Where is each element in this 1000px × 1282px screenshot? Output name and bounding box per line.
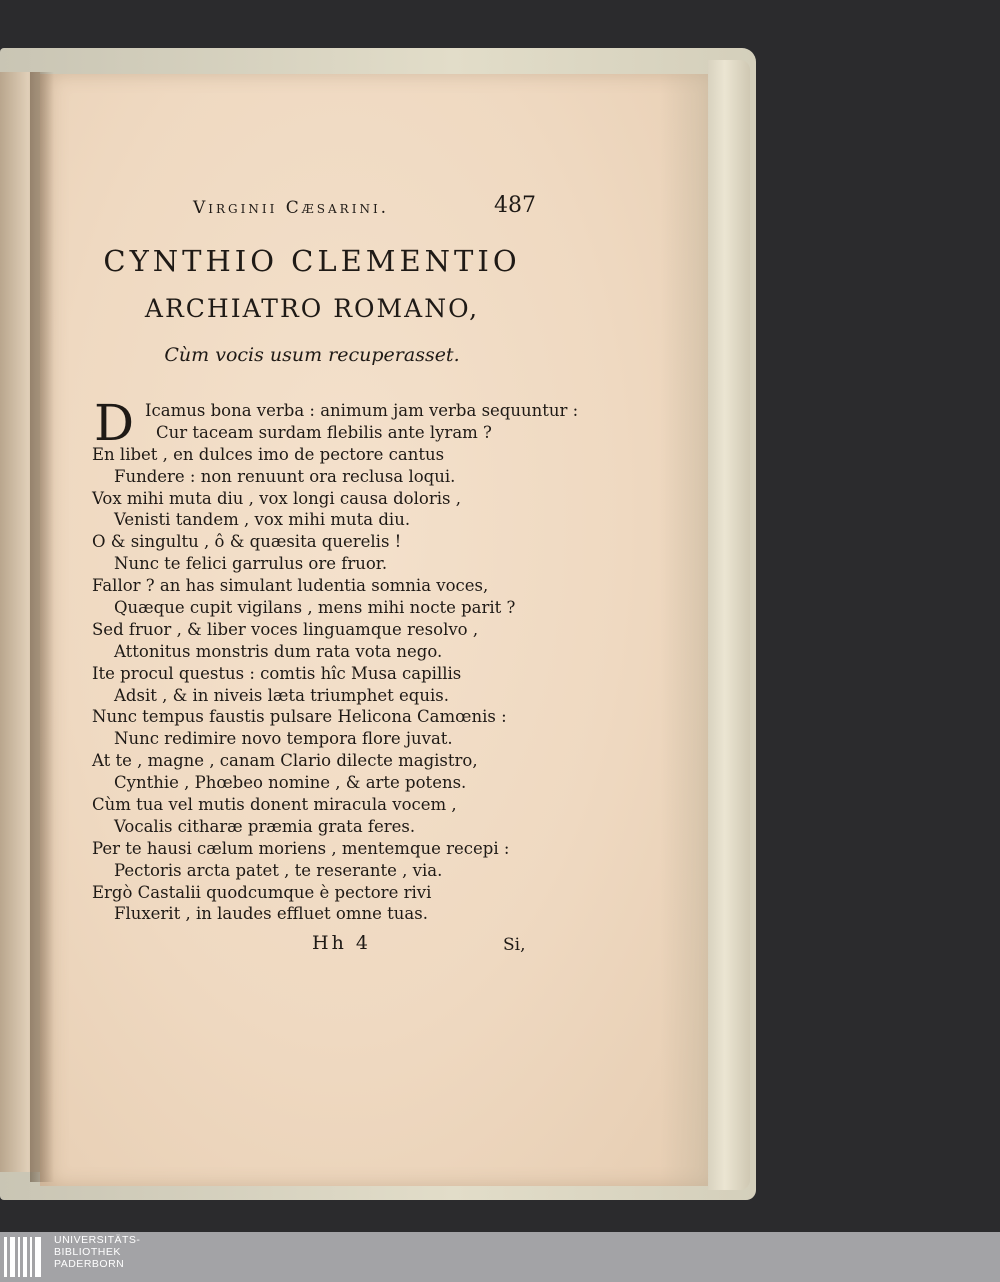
poem-line: Cùm tua vel mutis donent miracula vocem , (92, 795, 457, 815)
poem-line: Adsit , & in niveis læta triumphet equis. (114, 685, 449, 705)
drop-cap: D (94, 394, 135, 452)
poem-line: Nunc redimire novo tempora flore juvat. (114, 729, 453, 749)
university-library-barcode-logo-icon (2, 1235, 46, 1279)
poem-line: Fluxerit , in laudes effluet omne tuas. (114, 904, 428, 924)
poem-title-line1: CYNTHIO CLEMENTIO (103, 244, 521, 278)
poem-line: O & singultu , ô & quæsita querelis ! (92, 532, 402, 552)
poem-body (92, 394, 579, 925)
poem-line: Vox mihi muta diu , vox longi causa doloris , (92, 488, 461, 508)
logo-line: UNIVERSITÄTS- (54, 1234, 141, 1246)
poem-line: At te , magne , canam Clario dilecte magistro, (92, 751, 478, 771)
poem-line: Ite procul questus : comtis hîc Musa capillis (92, 663, 462, 683)
poem-subtitle: Cùm vocis usum recuperasset. (164, 344, 460, 366)
poem-title-line2: ARCHIATRO ROMANO, (144, 294, 480, 323)
poem-line: Per te hausi cælum moriens , mentemque recepi : (92, 838, 510, 858)
logo-line: BIBLIOTHEK (54, 1246, 121, 1258)
poem-line: Quæque cupit vigilans , mens mihi nocte parit ? (114, 598, 516, 618)
poem-line: Venisti tandem , vox mihi muta diu. (114, 510, 411, 530)
book-cover-edge (708, 60, 750, 1190)
poem-line: Vocalis citharæ præmia grata feres. (114, 816, 416, 836)
poem-line: Cynthie , Phœbeo nomine , & arte potens. (114, 773, 467, 793)
page-number: 487 (494, 193, 536, 218)
poem-line: Sed fruor , & liber voces linguamque resolvo , (92, 619, 479, 639)
page-edge-shadow (660, 74, 708, 1186)
poem-line: Nunc tempus faustis pulsare Helicona Camœnis : (92, 707, 507, 727)
running-head: Virginii Cæsarini. (193, 198, 390, 218)
poem-line: Fundere : non renuunt ora reclusa loqui. (114, 466, 456, 486)
poem-line: En libet , en dulces imo de pectore cantus (92, 444, 445, 464)
poem-line: Cur taceam surdam flebilis ante lyram ? (156, 422, 492, 442)
poem-line: Nunc te felici garrulus ore fruor. (114, 554, 388, 574)
poem-line: Icamus bona verba : animum jam verba sequuntur : (145, 401, 579, 420)
page-gutter-shadow (30, 72, 54, 1182)
poem-line: Attonitus monstris dum rata vota nego. (114, 641, 443, 661)
poem-line: Ergò Castalii quodcumque è pectore rivi (92, 882, 432, 902)
logo-line: PADERBORN (54, 1258, 125, 1270)
signature-mark: Hh 4 (312, 932, 371, 954)
poem-line: Fallor ? an has simulant ludentia somnia voces, (92, 576, 489, 596)
poem-line: Pectoris arcta patet , te reserante , via. (114, 860, 443, 880)
catchword: Si, (503, 935, 526, 955)
library-logo-text (54, 1234, 234, 1270)
